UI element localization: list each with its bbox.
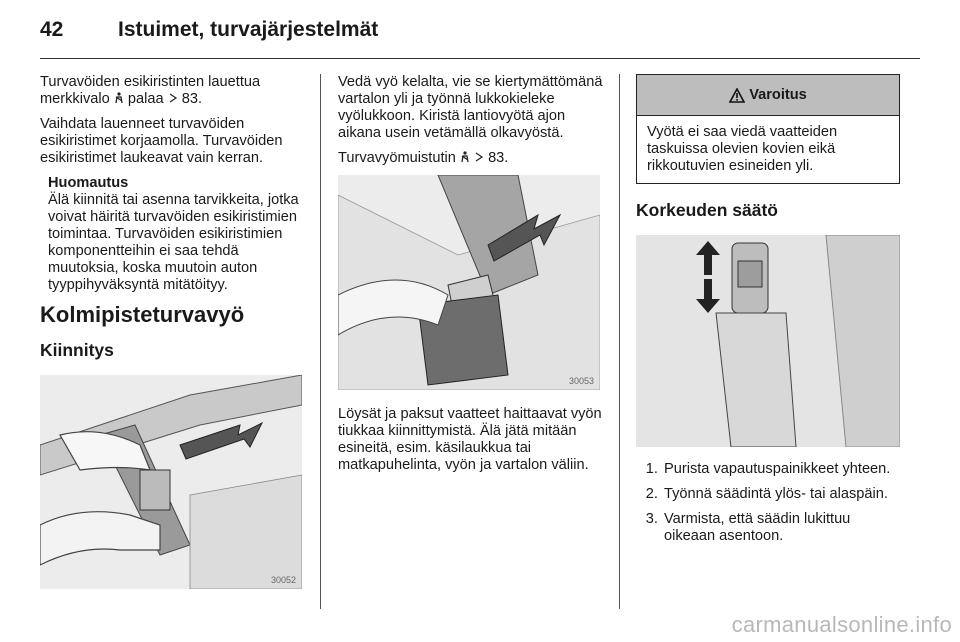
note-text: Älä kiinnitä tai asenna tarvikkeita, jotka voivat häiritä turvavöiden esikiristimien toimintaa. Turvavöiden esikiristimien komponentteihin ei saa tehdä muutoksia, koska muutoin auton tyyppihyväksyntä mitätöityy.	[48, 192, 299, 293]
watermark: carmanualsonline.info	[731, 612, 952, 637]
warning-header	[637, 75, 899, 116]
note-heading: Huomautus	[48, 175, 129, 191]
page-title: Istuimet, turvajärjestelmät	[118, 18, 379, 41]
column-middle	[338, 74, 603, 482]
paragraph-belt-reminder: Turvavyömuistutin 83.	[338, 150, 509, 166]
warning-title: Varoitus	[749, 87, 807, 103]
adjustment-steps-list	[636, 461, 902, 545]
column-left	[40, 74, 305, 589]
page-header	[40, 18, 920, 52]
figure-number: 30052	[270, 575, 296, 585]
list-item: 3. Varmista, että säädin lukittuu oikeaan asentoon.	[662, 511, 902, 545]
seatbelt-warning-icon	[114, 92, 124, 104]
paragraph-pretensioner-light: Turvavöiden esikiristinten lauettua merkkivalo palaa 83.	[40, 74, 261, 107]
page-number: 42	[40, 18, 64, 41]
page-reference-icon	[474, 151, 484, 163]
fastening-illustration	[40, 375, 302, 589]
header-divider	[40, 58, 920, 59]
section-title-height-adjustment: Korkeuden säätö	[636, 200, 778, 220]
subsection-title-fastening: Kiinnitys	[40, 340, 114, 360]
paragraph-replace-pretensioners: Vaihdata lauenneet turvavöiden esikiristimet korjaamolla. Turvavöiden esikiristimet laukeavat vain kerran.	[40, 116, 283, 166]
figure-fastening-belt	[40, 375, 302, 589]
buckle-illustration	[338, 175, 600, 390]
list-item: 1. Purista vapautuspainikkeet yhteen.	[662, 461, 902, 478]
warning-text: Vyötä ei saa viedä vaatteiden taskuissa olevien kovien eikä rikkoutuvien esineiden yli.	[647, 124, 838, 174]
page-reference-icon	[168, 92, 178, 104]
column-divider	[320, 74, 321, 609]
figure-buckle-insert	[338, 175, 600, 390]
seatbelt-reminder-icon	[460, 151, 470, 163]
height-adjuster-illustration	[636, 235, 900, 447]
figure-height-adjuster	[636, 235, 900, 447]
paragraph-loose-clothing: Löysät ja paksut vaatteet haittaavat vyön tiukkaa kiinnittymistä. Älä jätä mitään esineitä, esim. käsilaukkua tai matkapuhelinta, vyön ja vartalon väliin.	[338, 406, 602, 473]
figure-number: 30053	[568, 376, 594, 386]
section-title-three-point-belt: Kolmipisteturvavyö	[40, 302, 245, 327]
warning-triangle-icon	[729, 88, 745, 103]
column-divider	[619, 74, 620, 609]
list-item: 2. Työnnä säädintä ylös- tai alaspäin.	[662, 486, 902, 503]
note-box	[48, 175, 305, 294]
paragraph-pull-belt: Vedä vyö kelalta, vie se kiertymättömänä vartalon yli ja työnnä lukkokieleke vyölukkoon. Kiristä lantiovyötä ajon aikana usein vetämällä olkavyöstä.	[338, 74, 603, 141]
column-right	[636, 74, 902, 553]
warning-box	[636, 74, 900, 184]
